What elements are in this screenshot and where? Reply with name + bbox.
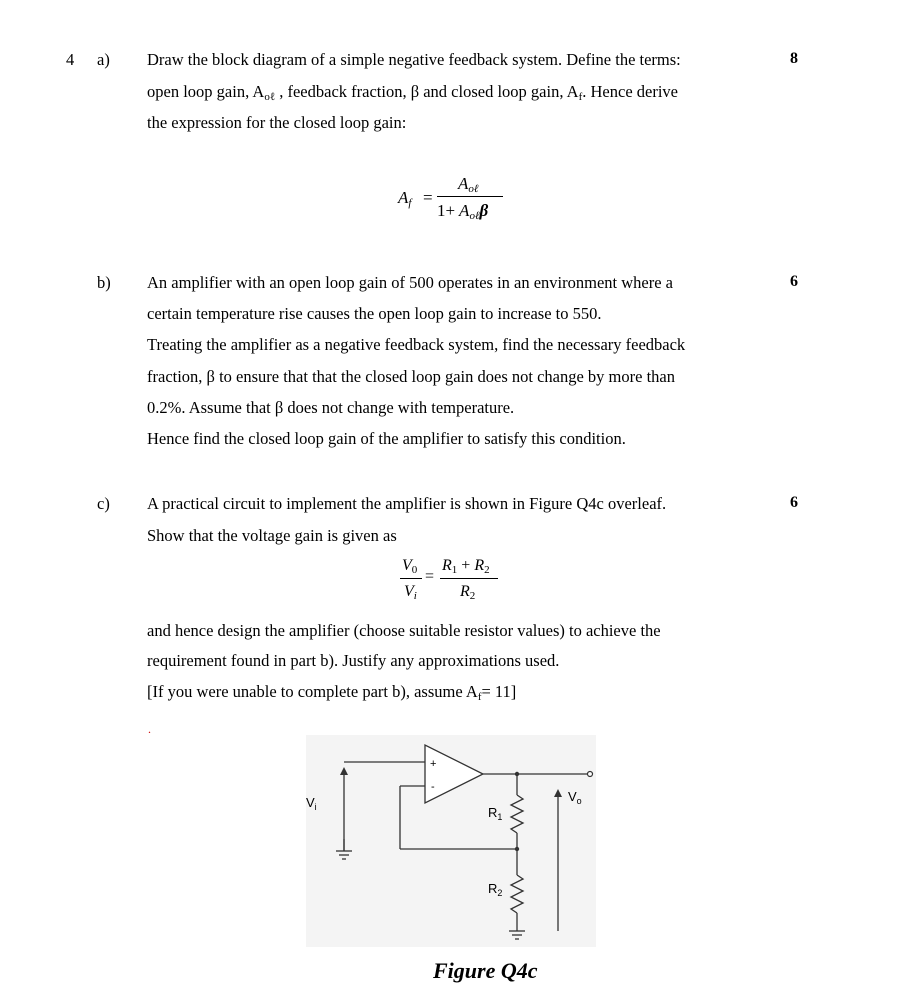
part-b-line-6: Hence find the closed loop gain of the amplifier to satisfy this condition. [147, 429, 626, 448]
eq-c-num-v: V0 [402, 557, 418, 576]
part-b-line-4: fraction, β to ensure that that the closed loop gain does not change by more than [147, 367, 675, 386]
output-terminal [588, 772, 593, 777]
part-a-marks: 8 [790, 50, 798, 67]
part-c-label: c) [97, 494, 110, 513]
part-a-line-3: the expression for the closed loop gain: [147, 113, 407, 132]
eq-c-numerator: R1 + R2 [442, 557, 490, 576]
eq-a-lhs: Af [398, 188, 412, 209]
r2-label: $R_2$ [488, 881, 503, 898]
part-a-line-1: Draw the block diagram of a simple negative feedback system. Define the terms: [147, 50, 681, 69]
eq-a-numerator: Aoℓ [458, 174, 479, 195]
eq-c-denominator: R2 [460, 583, 476, 602]
eq-a-fraction-bar [437, 196, 503, 197]
part-b-line-2: certain temperature rise causes the open loop gain to increase to 550. [147, 304, 602, 323]
part-a-line-2-end: . Hence derive [582, 82, 678, 101]
eq-c-den-v: Vi [404, 583, 417, 602]
part-c-line-2: Show that the voltage gain is given as [147, 526, 397, 545]
eq-c-v-bar [400, 578, 422, 579]
part-b-marks: 6 [790, 273, 798, 290]
part-a-line-2 [147, 82, 678, 102]
part-c-line-5: [If you were unable to complete part b), assume Af= 11] [147, 682, 517, 703]
minus-input-label: - [431, 781, 435, 793]
non-inverting-amplifier-circuit [300, 735, 600, 950]
part-a-line-2-mid: , feedback fraction, β and closed loop gain, A [275, 82, 579, 101]
stray-mark: . [148, 722, 151, 736]
part-b-line-5: 0.2%. Assume that β does not change with temperature. [147, 398, 515, 417]
part-b-label: b) [97, 273, 111, 292]
eq-c-r-bar [440, 578, 498, 579]
r1-label: $R_1$ [488, 805, 503, 822]
af-subscript: f [578, 91, 583, 103]
question-number: 4 [66, 50, 75, 69]
part-a-label: a) [97, 50, 110, 69]
eq-a-equals: = [423, 188, 433, 207]
plus-input-label: + [430, 758, 437, 770]
part-c-line-1: A practical circuit to implement the amplifier is shown in Figure Q4c overleaf. [147, 494, 667, 513]
part-c-line-3: and hence design the amplifier (choose suitable resistor values) to achieve the [147, 621, 661, 640]
part-b-line-3: Treating the amplifier as a negative feedback system, find the necessary feedback [147, 335, 686, 354]
eq-c-equals: = [425, 568, 435, 585]
vo-label: $V_o$ [568, 789, 582, 806]
part-a-line-2-start: open loop gain, A [147, 82, 265, 101]
part-b-line-1: An amplifier with an open loop gain of 500 operates in an environment where a [147, 273, 674, 292]
eq-a-denominator: 1+ Aoℓβ [437, 201, 489, 222]
figure-caption: Figure Q4c [433, 958, 538, 983]
vi-label: $V_i$ [306, 795, 317, 812]
part-c-marks: 6 [790, 494, 798, 511]
part-c-line-4: requirement found in part b). Justify any approximations used. [147, 651, 560, 670]
aol-subscript: oℓ [264, 91, 276, 103]
